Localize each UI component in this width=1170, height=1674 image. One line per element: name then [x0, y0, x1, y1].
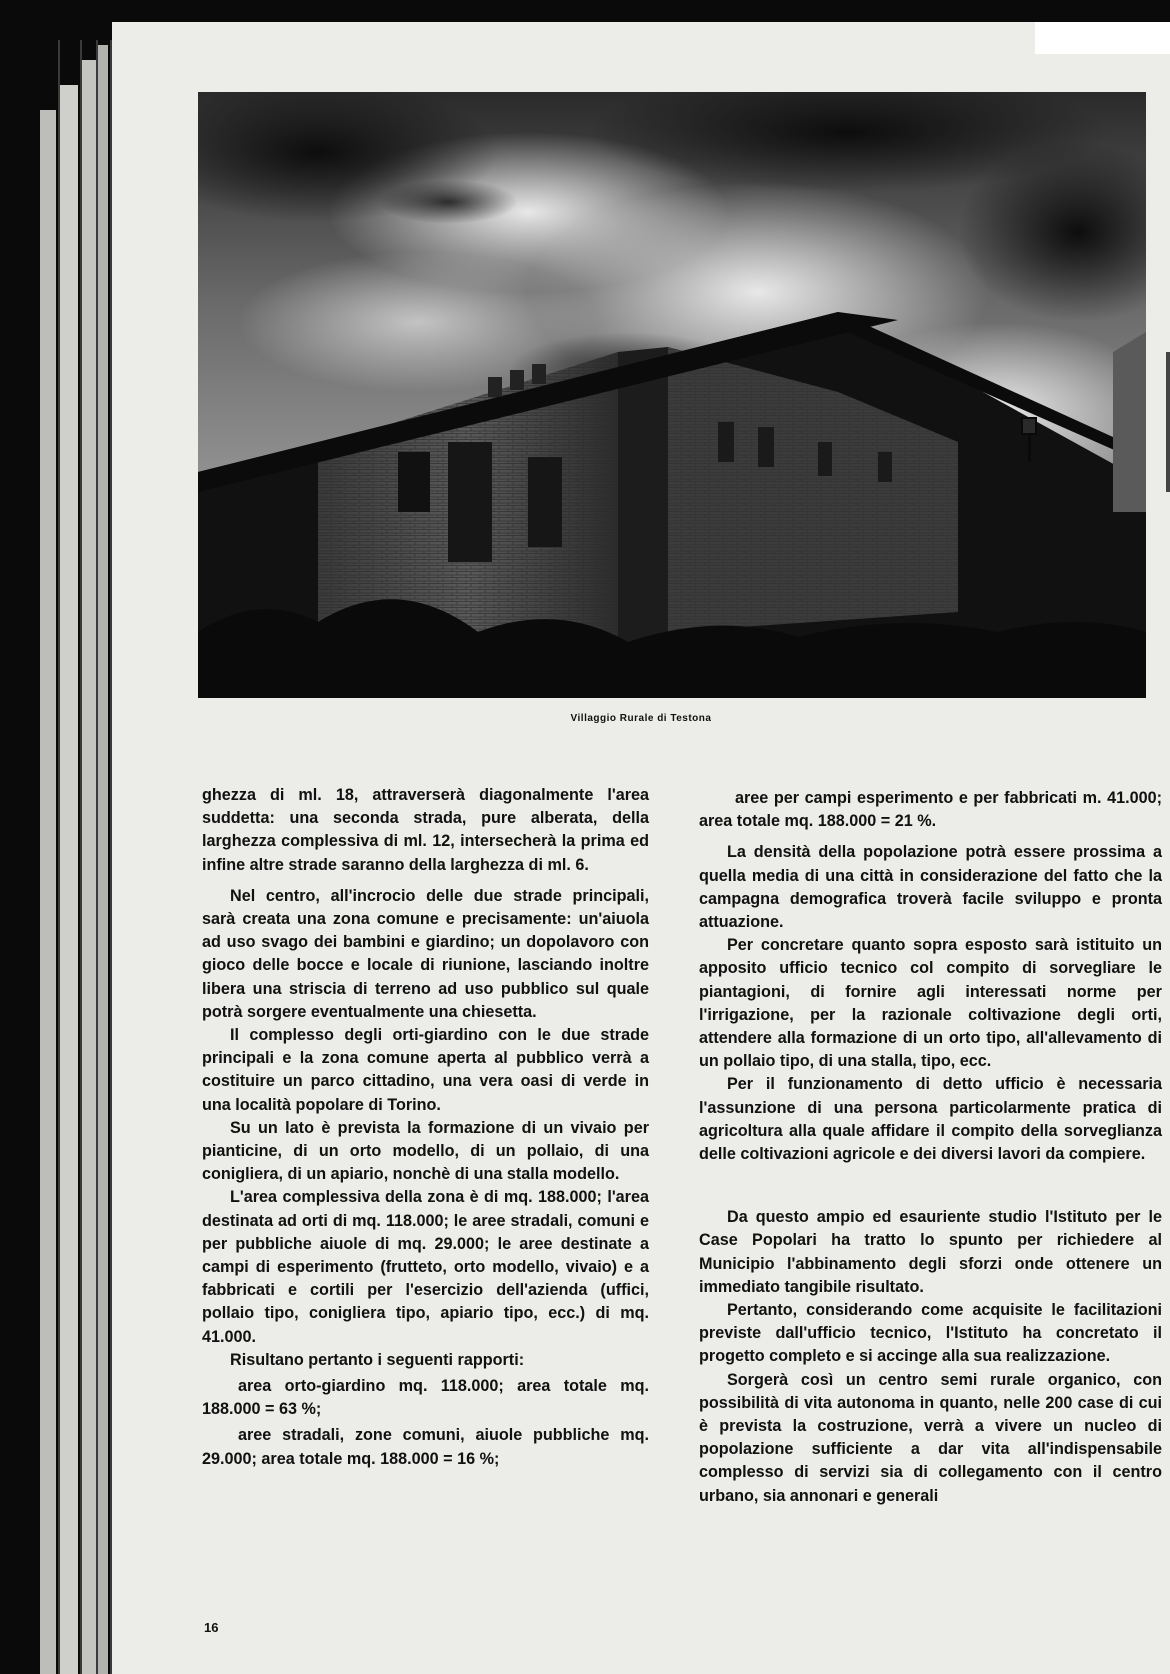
paragraph: Su un lato è prevista la formazione di un vivaio per pianticine, di un orto modello, di un pollaio, di una conigliera, di un apiario, nonchè di una stalla modello.: [202, 1118, 649, 1184]
paragraph: Da questo ampio ed esauriente studio l'Istituto per le Case Popolari ha tratto lo spunto per richiedere al Municipio l'abbinamento degli sforzi onde ottenere un immediato tangibile risultato.: [699, 1208, 1162, 1296]
paragraph: Il complesso degli orti-giardino con le due strade principali e la zona comune aperta al pubblico verrà a costituire un parco cittadino, una vera oasi di verde in una località popolare di Torino.: [202, 1026, 649, 1114]
ratio-line: aree stradali, zone comuni, aiuole pubbliche mq. 29.000; area totale mq. 188.000 = 16 %;: [202, 1426, 649, 1468]
text-column-left: [202, 784, 649, 1471]
text-column-right: [699, 784, 1162, 1508]
ratio-line: area orto-giardino mq. 118.000; area totale mq. 188.000 = 63 %;: [202, 1377, 649, 1419]
paragraph: Risultano pertanto i seguenti rapporti:: [230, 1350, 525, 1369]
document-page: [112, 22, 1170, 1674]
paragraph: L'area complessiva della zona è di mq. 188.000; l'area destinata ad orti di mq. 118.000; le aree stradali, comuni e per pubbliche aiuole di mq. 29.000; le aree destinate a campi di esperimento (frutteto, orto modello, vivaio) e a fabbricati e cortili per l'esercizio dell'azienda (uffici, pollaio tipo, conigliera tipo, apiario tipo, ecc.) di mq. 41.000.: [202, 1188, 649, 1346]
paragraph: Sorgerà così un centro semi rurale organico, con possibilità di vita autonoma in quanto, nelle 200 case di cui è prevista la costruzione, verrà a vivere un nucleo di popolazione sufficiente a dar vita all'indispensabile complesso di servizi sia di collegamento con il centro urbano, sia annonari e generali: [699, 1370, 1162, 1505]
page-gutter-line: [80, 40, 82, 1674]
paragraph: Per concretare quanto sopra esposto sarà istituito un apposito ufficio tecnico col compito di sorvegliare le piantagioni, di fornire agli interessati norme per l'irrigazione, per la razionale coltivazione degli orti, attendere alla formazione di un orto tipo, all'allevamento di un pollaio tipo, di una stalla, tipo, ecc.: [699, 936, 1162, 1071]
book-edge-strip: [60, 85, 78, 1674]
page-gutter-line: [96, 40, 98, 1674]
paragraph: Nel centro, all'incrocio delle due strade principali, sarà creata una zona comune e precisamente: un'aiuola ad uso svago dei bambini e giardino; un dopolavoro con gioco delle bocce e locale di riunione, lasciando inoltre libera una striscia di terreno ad uso pubblico sul quale potrà sorgere eventualmente una chiesetta.: [202, 886, 649, 1021]
ratio-line: aree per campi esperimento e per fabbricati m. 41.000; area totale mq. 188.000 = 21 %.: [699, 789, 1162, 831]
paragraph: ghezza di ml. 18, attraverserà diagonalmente l'area suddetta: una seconda strada, pure alberata, della larghezza complessiva di ml. 12, intersecherà la prima ed infine altre strade saranno della larghezza di ml. 6.: [202, 786, 649, 874]
paragraph: Pertanto, considerando come acquisite le facilitazioni previste dall'ufficio tecnico, l'Istituto ha concretato il progetto completo e si accinge alla sua realizzazione.: [699, 1301, 1162, 1366]
paragraph: La densità della popolazione potrà essere prossima a quella media di una città in considerazione del fatto che la campagna demografica troverà facile sviluppo e pronta attuazione.: [699, 843, 1162, 932]
page-gutter-line: [58, 40, 60, 1674]
book-edge-strip: [40, 110, 56, 1674]
book-edge-strip: [98, 45, 108, 1674]
page-edge-mark: [1166, 352, 1170, 492]
paragraph: Per il funzionamento di detto ufficio è necessaria l'assunzione di una persona particolarmente pratica di agricoltura alla quale affidare il compito della sorveglianza delle coltivazioni agricole e dei diversi lavori da compiere.: [699, 1075, 1162, 1164]
photo-illustration: [198, 92, 1146, 698]
book-edge-strip: [82, 60, 96, 1674]
photo-caption: Villaggio Rurale di Testona: [570, 713, 712, 724]
page-corner: [1035, 22, 1170, 54]
page-number: 16: [204, 1620, 219, 1635]
village-photo: [198, 92, 1146, 698]
